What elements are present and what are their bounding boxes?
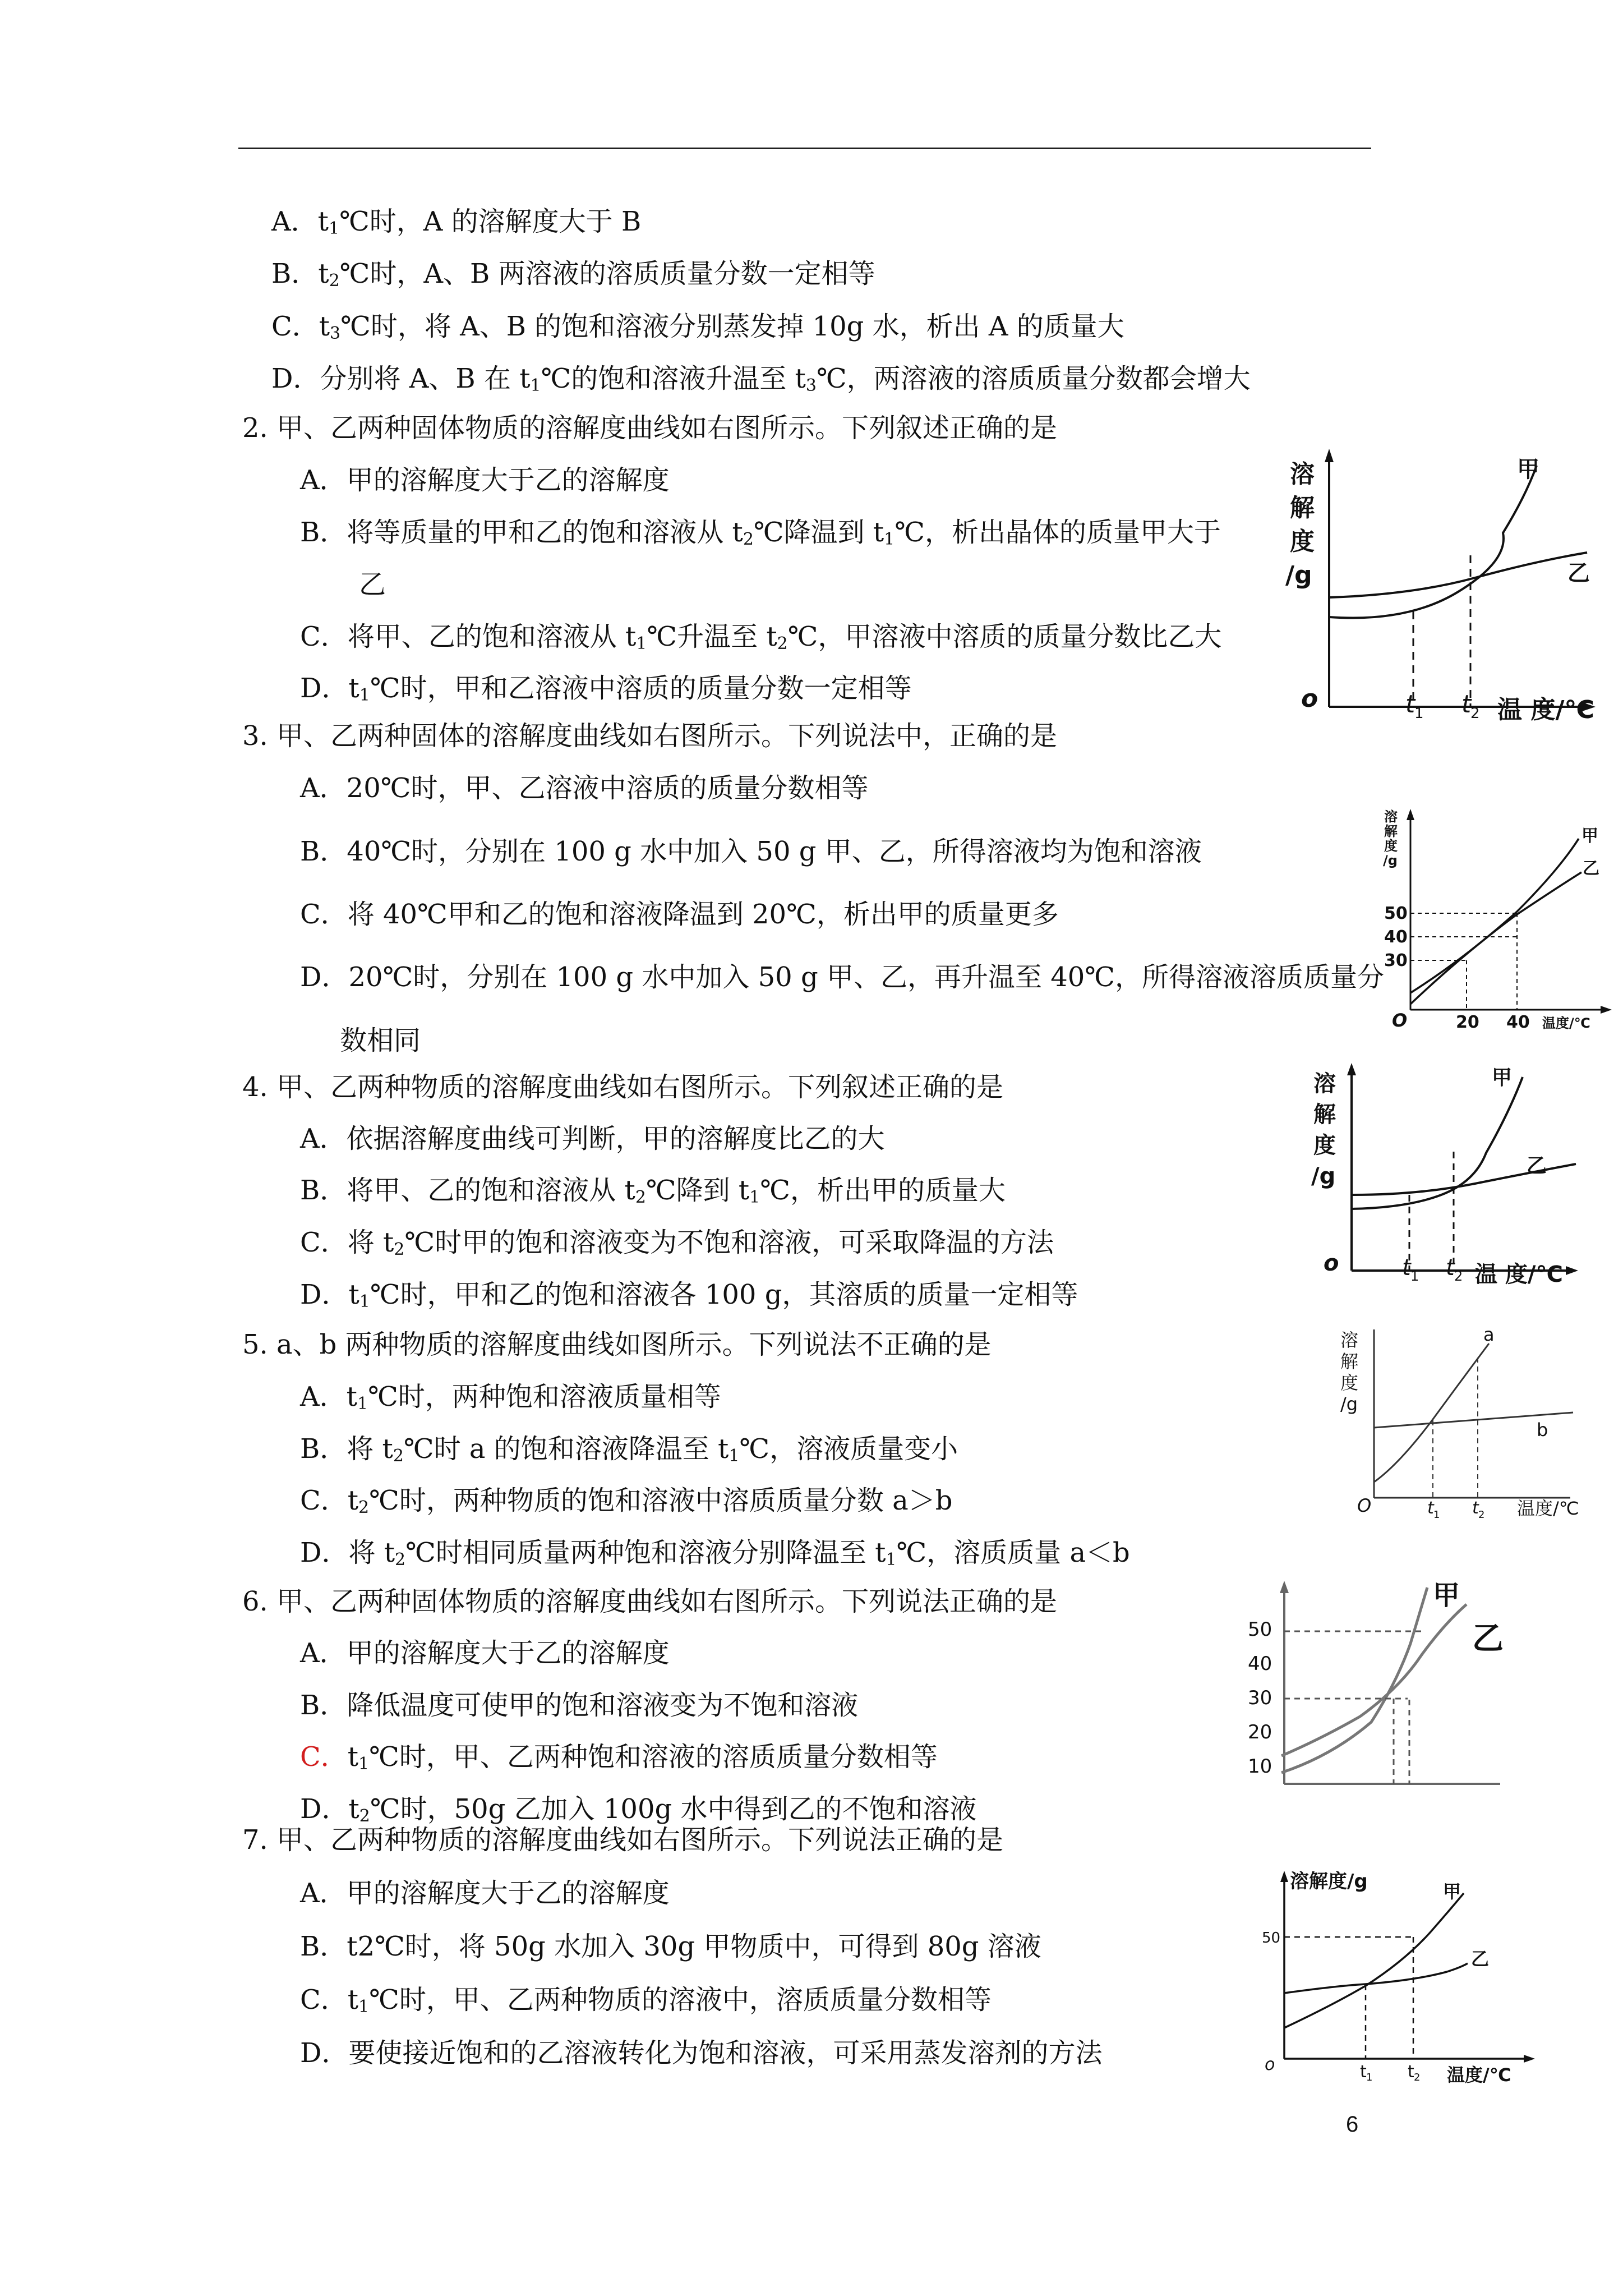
q5-fig-ylabel-4: /g	[1340, 1393, 1358, 1415]
q5-fig-t1: t	[1427, 1498, 1434, 1518]
q6-option-a: A．甲的溶解度大于乙的溶解度	[300, 1637, 670, 1669]
q4-fig-ylabel-3: 度	[1313, 1133, 1336, 1158]
q5-fig-ylabel-1: 溶	[1340, 1329, 1359, 1351]
q7-fig-curve-jia-label: 甲	[1443, 1881, 1461, 1902]
q2-solubility-figure	[1273, 443, 1621, 735]
q7-stem: 7. 甲、乙两种物质的溶解度曲线如右图所示。下列说法正确的是	[242, 1824, 1004, 1856]
q4-option-a: A．依据溶解度曲线可判断，甲的溶解度比乙的大	[300, 1123, 885, 1154]
q6-fig-ytick-50: 50	[1248, 1618, 1272, 1641]
q6-solubility-figure	[1242, 1571, 1504, 1806]
q6-stem: 6. 甲、乙两种固体物质的溶解度曲线如右图所示。下列说法正确的是	[242, 1586, 1058, 1617]
q6-fig-curve-jia-label: 甲	[1433, 1580, 1460, 1611]
q4-fig-t2-sub: 2	[1454, 1268, 1463, 1284]
q2-option-d: D．$t_1℃$时，甲和乙溶液中溶质的质量分数一定相等	[300, 673, 912, 705]
q3-option-b: B．40℃时，分别在 100 g 水中加入 50 g 甲、乙，所得溶液均为饱和溶液	[300, 836, 1202, 867]
q4-fig-ylabel-2: 解	[1313, 1102, 1336, 1128]
q5-fig-curve-b-label: b	[1537, 1419, 1548, 1441]
q5-fig-t2: t	[1472, 1498, 1479, 1518]
q3-fig-curve-yi-label: 乙	[1583, 859, 1599, 878]
q2-fig-xlabel: 温 度/℃	[1497, 696, 1594, 724]
q4-fig-ylabel-1: 溶	[1313, 1071, 1336, 1097]
q2-stem: 2. 甲、乙两种固体物质的溶解度曲线如右图所示。下列叙述正确的是	[242, 412, 1058, 444]
q7-fig-t1: t	[1360, 2062, 1367, 2082]
q7-fig-ytick-50: 50	[1262, 1930, 1281, 1947]
q5-option-c: C．$t_2℃$时，两种物质的饱和溶液中溶质质量分数 a＞b	[300, 1485, 953, 1517]
q4-solubility-figure	[1307, 1057, 1610, 1299]
q2-fig-t2-sub: 2	[1470, 705, 1480, 722]
q7-fig-t1-sub: 1	[1366, 2072, 1373, 2083]
q1-option-b: B．$t_2℃$时，A、B 两溶液的溶质质量分数一定相等	[271, 258, 875, 291]
q5-option-a: A．$t_1℃$时，两种饱和溶液质量相等	[300, 1381, 721, 1414]
q3-fig-ylabel-3: 度	[1384, 838, 1398, 854]
q6-option-b: B．降低温度可使甲的饱和溶液变为不饱和溶液	[300, 1690, 859, 1721]
q4-fig-curve-jia-label: 甲	[1492, 1066, 1513, 1089]
q4-fig-curve-yi-label: 乙	[1527, 1154, 1547, 1177]
q3-fig-ytick-30: 30	[1384, 951, 1408, 970]
q3-solubility-figure	[1380, 808, 1615, 1032]
q4-option-d: D．$t_1℃$时，甲和乙的饱和溶液各 100 g，其溶质的质量一定相等	[300, 1279, 1078, 1312]
q3-option-c: C．将 40℃甲和乙的饱和溶液降温到 20℃，析出甲的质量更多	[300, 899, 1059, 930]
q1-option-d: D．分别将 A、B 在 $t_1℃$的饱和溶液升温至 $t_3℃$，两溶液的溶质质量分数都会增大	[271, 363, 1251, 395]
q1-option-a: A．$t_1℃$时，A 的溶解度大于 B	[271, 206, 642, 238]
q7-fig-t2-sub: 2	[1414, 2072, 1421, 2083]
q2-fig-ylabel-2: 解	[1290, 494, 1315, 522]
q7-solubility-figure	[1248, 1865, 1539, 2087]
q5-option-d: D．将 $t_2℃$时相同质量两种饱和溶液分别降温至 $t_1℃$，溶质质量 a＜b	[300, 1537, 1130, 1570]
q5-fig-ylabel-3: 度	[1340, 1372, 1359, 1393]
q5-fig-ylabel-2: 解	[1340, 1351, 1359, 1372]
q3-option-a: A．20℃时，甲、乙溶液中溶质的质量分数相等	[300, 772, 869, 804]
q3-fig-curve-jia-label: 甲	[1581, 826, 1598, 846]
q2-fig-t1-sub: 1	[1414, 705, 1424, 722]
q2-fig-curve-jia-label: 甲	[1517, 457, 1539, 482]
q3-option-d-cont: 数相同	[340, 1025, 421, 1056]
q2-fig-t2: t	[1461, 690, 1472, 719]
q3-stem: 3. 甲、乙两种固体的溶解度曲线如右图所示。下列说法中，正确的是	[242, 720, 1058, 752]
q2-fig-origin: o	[1301, 684, 1318, 713]
q3-fig-ylabel-4: /g	[1383, 853, 1398, 868]
q6-fig-ytick-20: 20	[1248, 1721, 1272, 1743]
q2-fig-ylabel-1: 溶	[1290, 460, 1315, 489]
q5-solubility-figure	[1335, 1324, 1604, 1526]
q2-fig-ylabel-3: 度	[1290, 527, 1315, 556]
q3-fig-xtick-40: 40	[1506, 1013, 1530, 1032]
q5-option-b: B．将 $t_2℃$时 a 的饱和溶液降温至 $t_1℃$，溶液质量变小	[300, 1433, 958, 1466]
q7-option-c: C．$t_1℃$时，甲、乙两种物质的溶液中，溶质质量分数相等	[300, 1984, 992, 2017]
q4-stem: 4. 甲、乙两种物质的溶解度曲线如右图所示。下列叙述正确的是	[242, 1071, 1004, 1103]
q3-fig-ytick-50: 50	[1384, 904, 1408, 923]
q6-fig-ytick-40: 40	[1248, 1653, 1272, 1675]
q4-fig-xlabel: 温 度/℃	[1475, 1262, 1563, 1287]
q7-fig-origin: o	[1265, 2055, 1275, 2074]
q4-fig-t1: t	[1402, 1255, 1411, 1281]
q2-option-a: A．甲的溶解度大于乙的溶解度	[300, 464, 670, 496]
q4-option-c: C．将 $t_2℃$时甲的饱和溶液变为不饱和溶液，可采取降温的方法	[300, 1227, 1054, 1259]
q3-fig-origin: O	[1392, 1010, 1408, 1031]
q3-fig-xtick-20: 20	[1456, 1013, 1479, 1032]
q7-option-d: D．要使接近饱和的乙溶液转化为饱和溶液，可采用蒸发溶剂的方法	[300, 2037, 1103, 2069]
q2-fig-ylabel-4: /g	[1285, 561, 1312, 590]
q3-fig-xlabel: 温度/℃	[1542, 1015, 1590, 1031]
q4-fig-origin: o	[1324, 1250, 1339, 1276]
q3-fig-ylabel-2: 解	[1384, 823, 1398, 839]
q4-fig-ylabel-4: /g	[1311, 1163, 1336, 1189]
q3-option-d: D．20℃时，分别在 100 g 水中加入 50 g 甲、乙，再升温至 40℃，所得溶液溶质质量分	[300, 961, 1384, 993]
header-rule	[238, 148, 1371, 149]
q7-fig-curve-yi-label: 乙	[1471, 1948, 1490, 1970]
q7-option-b: B．t2℃时，将 50g 水加入 30g 甲物质中，可得到 80g 溶液	[300, 1931, 1041, 1962]
q2-option-b: B．将等质量的甲和乙的饱和溶液从 $t_2℃$降温到 $t_1℃$，析出晶体的质量甲大于	[300, 517, 1221, 549]
q4-fig-t1-sub: 1	[1410, 1268, 1419, 1284]
q1-option-c: C．$t_3℃$时，将 A、B 的饱和溶液分别蒸发掉 10g 水，析出 A 的质量大	[271, 311, 1124, 343]
q7-fig-ylabel: 溶解度/g	[1290, 1870, 1368, 1893]
q5-fig-curve-a-label: a	[1483, 1324, 1495, 1345]
q6-fig-ytick-10: 10	[1248, 1755, 1272, 1778]
q6-option-c-letter: C．	[300, 1741, 348, 1773]
q3-fig-ylabel-1: 溶	[1384, 809, 1398, 825]
q7-option-a: A．甲的溶解度大于乙的溶解度	[300, 1878, 670, 1909]
q4-fig-t2: t	[1446, 1255, 1455, 1281]
q5-fig-t1-sub: 1	[1433, 1509, 1440, 1521]
q5-fig-xlabel: 温度/℃	[1517, 1498, 1579, 1519]
q4-option-b: B．将甲、乙的饱和溶液从 $t_2℃$降到 $t_1℃$，析出甲的质量大	[300, 1175, 1006, 1207]
q2-fig-t1: t	[1405, 690, 1415, 719]
q6-fig-curve-yi-label: 乙	[1472, 1621, 1504, 1657]
q6-fig-ytick-30: 30	[1248, 1687, 1272, 1709]
q2-option-b-cont: 乙	[359, 569, 386, 600]
q6-option-c: C．$t_1℃$时，甲、乙两种饱和溶液的溶质质量分数相等	[300, 1741, 938, 1774]
q2-option-c: C．将甲、乙的饱和溶液从 $t_1℃$升温至 $t_2℃$，甲溶液中溶质的质量分数比乙大	[300, 621, 1222, 654]
q5-fig-t2-sub: 2	[1478, 1509, 1485, 1521]
q5-fig-origin: O	[1357, 1495, 1372, 1516]
page-number: 6	[1346, 2112, 1359, 2137]
q6-option-d: D．$t_2℃$时，50g 乙加入 100g 水中得到乙的不饱和溶液	[300, 1793, 977, 1826]
q7-fig-t2: t	[1408, 2062, 1414, 2082]
q5-stem: 5. a、b 两种物质的溶解度曲线如图所示。下列说法不正确的是	[242, 1329, 992, 1360]
q2-fig-curve-yi-label: 乙	[1567, 560, 1590, 586]
q3-fig-ytick-40: 40	[1384, 927, 1408, 947]
q7-fig-xlabel: 温度/℃	[1447, 2064, 1511, 2086]
